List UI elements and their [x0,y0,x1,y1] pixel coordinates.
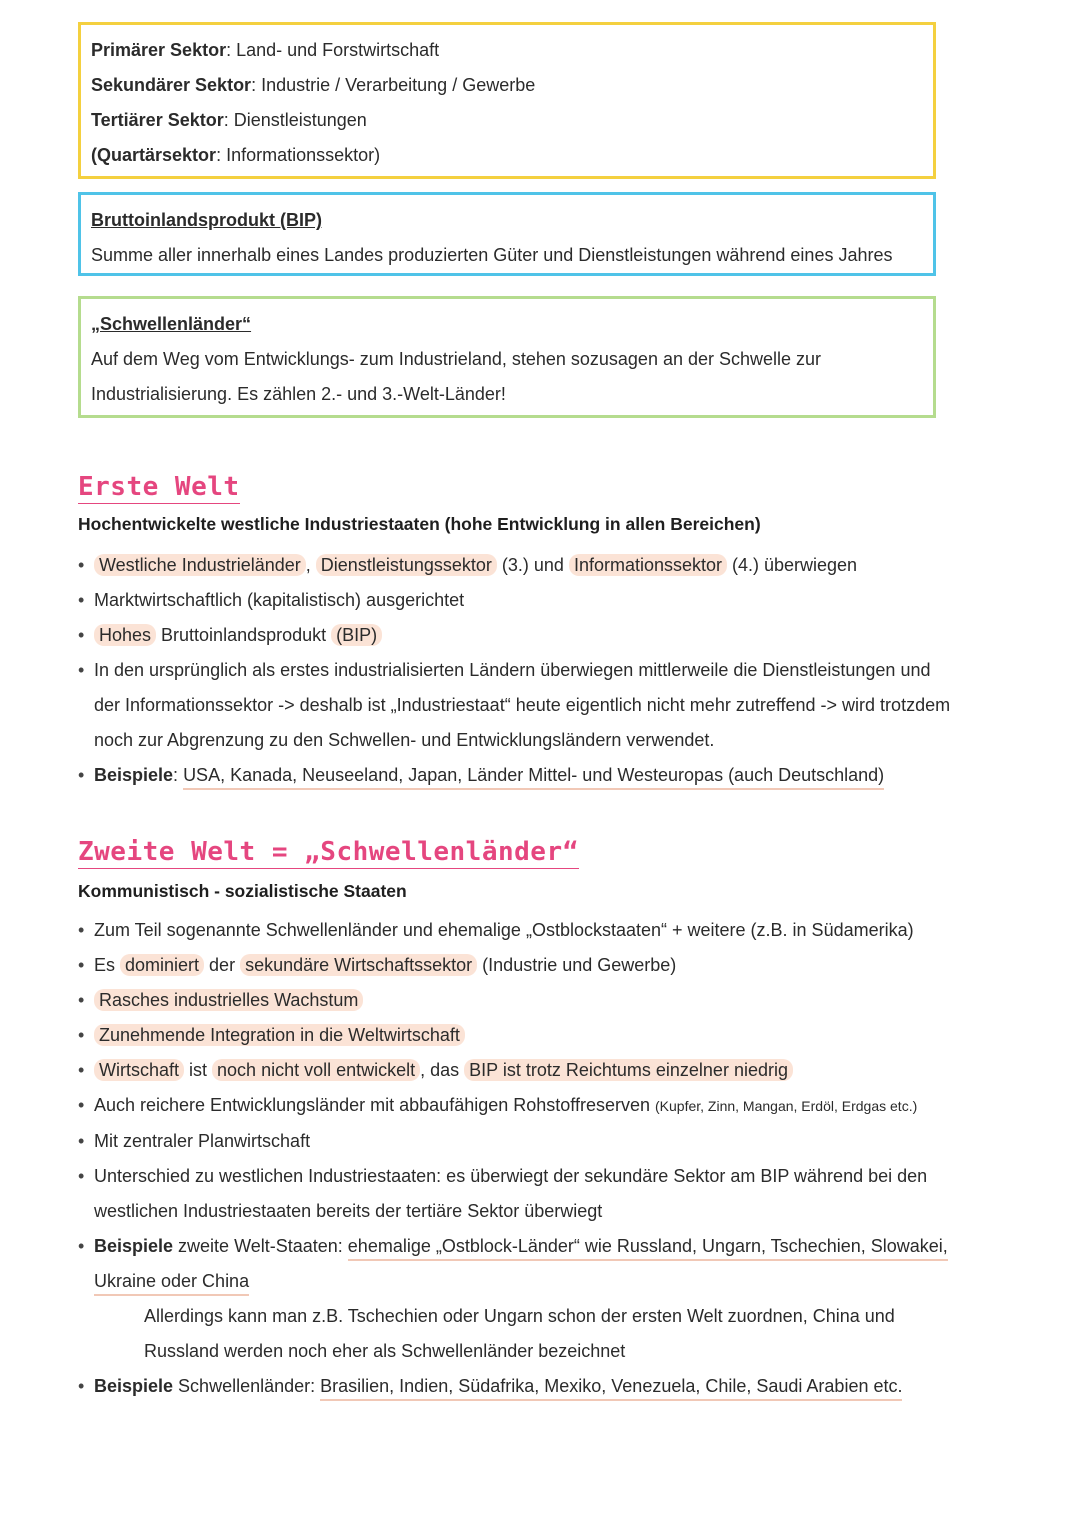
highlight-integration: Zunehmende Integration in die Weltwirtschaft [94,1024,465,1046]
highlight-wirtschaft: Wirtschaft [94,1059,184,1081]
list-item [78,548,1018,583]
list-item [78,1124,1018,1159]
bip-definition-box [78,192,936,276]
primary-sector-label: Primärer Sektor [91,40,227,60]
highlight-hohes: Hohes [94,624,156,646]
quartary-sector-text: : Informationssektor) [216,145,381,165]
list-item [78,758,1018,793]
bip-text: Summe aller innerhalb eines Landes produzierten Güter und Dienstleistungen während eines Jahres [91,245,893,265]
text-fragment: Schwellenländer: [173,1376,321,1396]
primary-sector-text: : Land- und Forstwirtschaft [226,40,440,60]
tertiary-sector-line [91,103,923,138]
zweite-welt-heading: Zweite Welt = „Schwellenländer“ [78,837,579,867]
list-item [78,1369,1018,1404]
text-fragment: westlichen Industriestaaten bereits der tertiäre Sektor überwiegt [94,1201,603,1221]
list-item [78,653,1018,758]
text-fragment: , das [420,1060,465,1080]
list-item [78,1053,1018,1088]
list-item [78,948,1018,983]
beispiele-label: Beispiele [94,1236,174,1256]
text-fragment: der [204,955,241,975]
secondary-sector-label: Sekundärer Sektor [91,75,252,95]
tertiary-sector-text: : Dienstleistungen [223,110,367,130]
list-note [78,1299,1018,1369]
list-item [78,983,1018,1018]
highlight-sekundaerer-sektor: sekundäre Wirtschaftssektor [240,954,477,976]
beispiele-zweite-welt: ehemalige „Ostblock-Länder“ wie Russland, Ungarn, Tschechien, Slowakei, [348,1236,948,1261]
secondary-sector-line [91,68,923,103]
bip-title: Bruttoinlandsprodukt (BIP) [91,210,322,230]
text-fragment: : [173,765,184,785]
text-fragment: zweite Welt-Staaten: [173,1236,348,1256]
text-fragment: Mit zentraler Planwirtschaft [94,1131,311,1151]
beispiele-erste-welt: USA, Kanada, Neuseeland, Japan, Länder Mittel- und Westeuropas (auch Deutschland) [183,765,884,790]
beispiele-zweite-welt-cont: Ukraine oder China [94,1271,249,1296]
text-fragment: Zum Teil sogenannte Schwellenländer und ehemalige „Ostblockstaaten“ + weitere (z.B. in Südamerika) [94,920,914,940]
highlight-bip: (BIP) [331,624,382,646]
text-fragment: (3.) und [496,555,569,575]
text-fragment: Unterschied zu westlichen Industriestaaten: es überwiegt der sekundäre Sektor am BIP während bei den [94,1166,928,1186]
tertiary-sector-label: Tertiärer Sektor [91,110,224,130]
beispiele-label: Beispiele [94,1376,174,1396]
sector-definitions-box [78,22,936,179]
text-fragment: (4.) überwiegen [727,555,858,575]
schwellenlaender-line-1: Auf dem Weg vom Entwicklungs- zum Industrieland, stehen sozusagen an der Schwelle zur [91,349,822,369]
quartary-sector-line [91,138,923,173]
highlight-dienstleistungssektor: Dienstleistungssektor [316,554,497,576]
quartary-open-paren: ( [91,145,97,165]
beispiele-label: Beispiele [94,765,174,785]
text-fragment: ist [184,1060,213,1080]
beispiele-schwellenlaender: Brasilien, Indien, Südafrika, Mexiko, Venezuela, Chile, Saudi Arabien etc. [320,1376,902,1401]
highlight-dominiert: dominiert [120,954,204,976]
secondary-sector-text: : Industrie / Verarbeitung / Gewerbe [251,75,536,95]
erste-welt-heading: Erste Welt [78,472,240,502]
schwellenlaender-title: „Schwellenländer“ [91,314,252,334]
list-item [78,913,1018,948]
schwellenlaender-definition-box [78,296,936,418]
text-fragment: Allerdings kann man z.B. Tschechien oder Ungarn schon der ersten Welt zuordnen, China und [144,1306,895,1326]
quartary-sector-label: Quartärsektor [97,145,217,165]
list-item [78,1159,1018,1229]
list-item [78,618,1018,653]
text-fragment: Es [94,955,121,975]
schwellenlaender-line-2: Industrialisierung. Es zählen 2.- und 3.-Welt-Länder! [91,384,506,404]
list-item [78,1229,1018,1299]
text-fragment: (Industrie und Gewerbe) [477,955,677,975]
text-fragment: Russland werden noch eher als Schwellenländer bezeichnet [144,1341,626,1361]
highlight-bip-niedrig: BIP ist trotz Reichtums einzelner niedrig [464,1059,793,1081]
zweite-welt-subheading: Kommunistisch - sozialistische Staaten [78,881,407,901]
highlight-informationssektor: Informationssektor [569,554,727,576]
list-item [78,1088,1018,1124]
list-item [78,583,1018,618]
zweite-welt-list [78,913,1018,1404]
text-fragment: Marktwirtschaftlich (kapitalistisch) ausgerichtet [94,590,465,610]
highlight-nicht-entwickelt: noch nicht voll entwickelt [212,1059,420,1081]
text-fragment: , [305,555,316,575]
rohstoffe-note: (Kupfer, Zinn, Mangan, Erdöl, Erdgas etc.) [655,1098,918,1114]
text-fragment: der Informationssektor -> deshalb ist „Industriestaat“ heute eigentlich nicht mehr zutreffend -> wird trotzdem [94,695,951,715]
text-fragment: Bruttoinlandsprodukt [156,625,332,645]
list-item [78,1018,1018,1053]
primary-sector-line [91,33,923,68]
highlight-westliche-industrielaender: Westliche Industrieländer [94,554,306,576]
text-fragment: Auch reichere Entwicklungsländer mit abbaufähigen Rohstoffreserven [94,1095,655,1115]
erste-welt-list [78,548,1018,793]
text-fragment: In den ursprünglich als erstes industrialisierten Ländern überwiegen mittlerweile die Dienstleistungen und [94,660,931,680]
text-fragment: noch zur Abgrenzung zu den Schwellen- und Entwicklungsländern verwendet. [94,730,715,750]
erste-welt-subheading: Hochentwickelte westliche Industriestaaten (hohe Entwicklung in allen Bereichen) [78,514,761,534]
highlight-wachstum: Rasches industrielles Wachstum [94,989,363,1011]
